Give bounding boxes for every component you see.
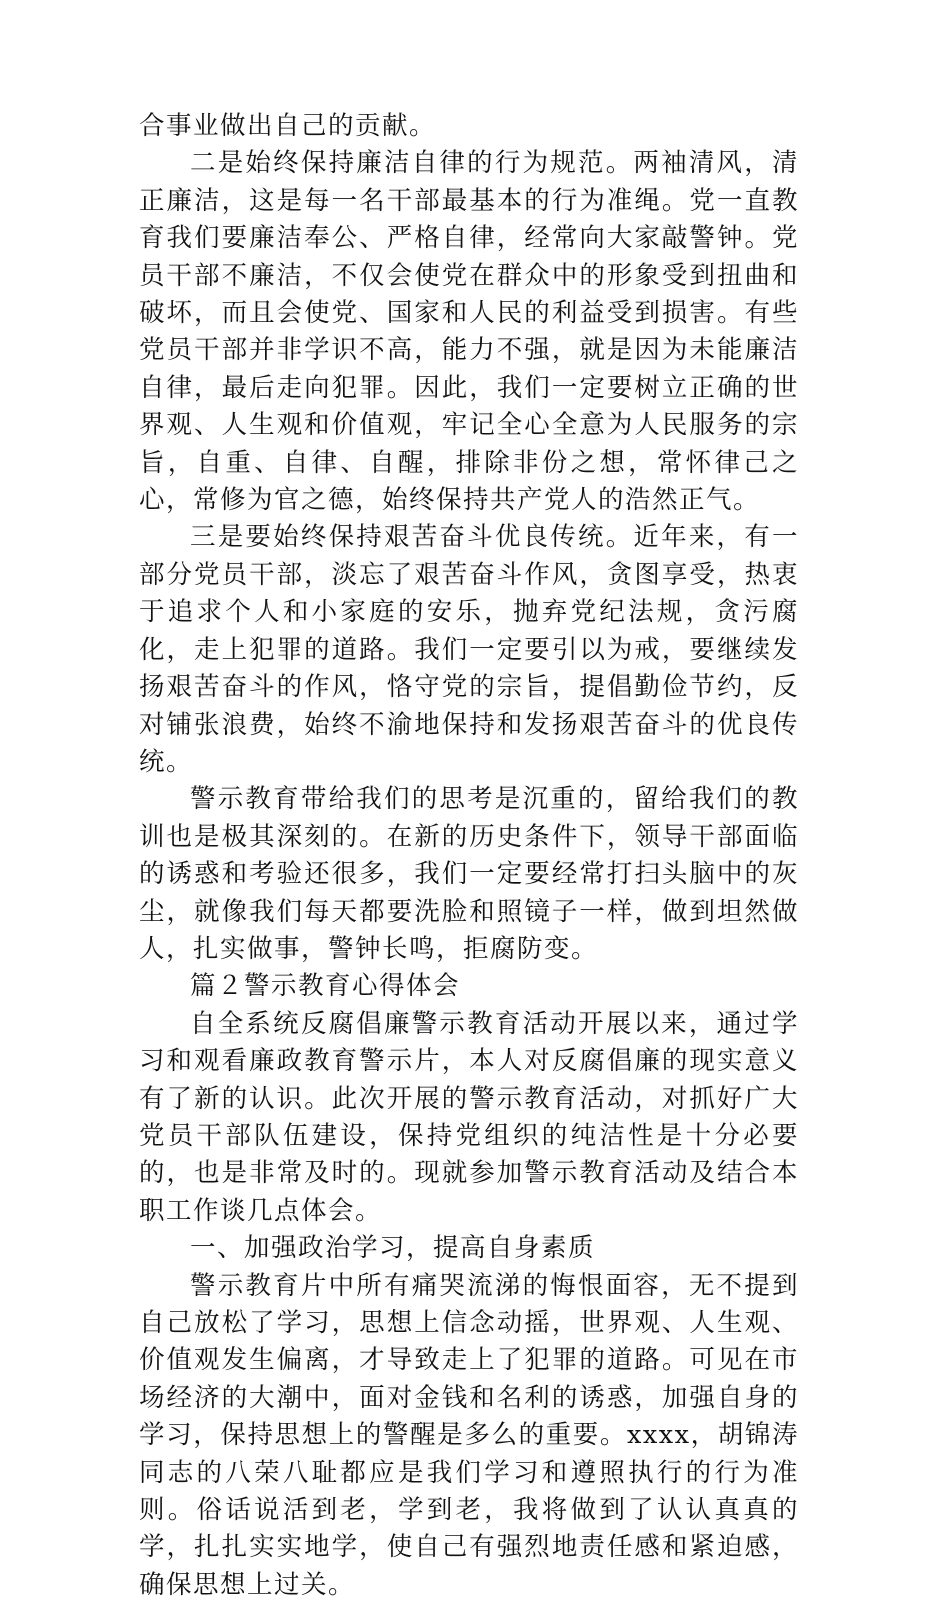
paragraph-continuation: 合事业做出自己的贡献。 [139,111,437,141]
subsection-title: 一、加强政治学习，提高自身素质 [190,1233,596,1264]
paragraph-study: 警示教育片中所有痛哭流涕的悔恨面容，无不提到自己放松了学习，思想上信念动摇，世界观、人生观、价值观发生偏离，才导致走上了犯罪的道路。可见在市场经济的大潮中，面对金钱和名利的诱惑，加强自身的学习，保持思想上的警醒是多么的重要。xxxx，胡锦涛同志的八荣八耻都应是我们学习和遵照执行的行为准则。俗话说活到老，学到老，我将做到了认认真真的学，扎扎实实地学，使自己有强烈地责任感和紧迫感，确保思想上过关。 [139,1270,799,1600]
paragraph-reflection: 警示教育带给我们的思考是沉重的，留给我们的教训也是极其深刻的。在新的历史条件下，领导干部面临的诱惑和考验还很多，我们一定要经常打扫头脑中的灰尘，就像我们每天都要洗脸和照镜子一样，做到坦然做人，扎实做事，警钟长鸣，拒腐防变。 [139,784,799,964]
paragraph-hard-work: 三是要始终保持艰苦奋斗优良传统。近年来，有一部分党员干部，淡忘了艰苦奋斗作风，贪图享受，热衷于追求个人和小家庭的安乐，抛弃党纪法规，贪污腐化，走上犯罪的道路。我们一定要引以为戒，要继续发扬艰苦奋斗的作风，恪守党的宗旨，提倡勤俭节约，反对铺张浪费，始终不渝地保持和发扬艰苦奋斗的优良传统。 [139,522,799,777]
paragraph-intro: 自全系统反腐倡廉警示教育活动开展以来，通过学习和观看廉政教育警示片，本人对反腐倡廉的现实意义有了新的认识。此次开展的警示教育活动，对抓好广大党员干部队伍建设，保持党组织的纯洁性是十分必要的，也是非常及时的。现就参加警示教育活动及结合本职工作谈几点体会。 [139,1008,799,1226]
document-body [139,108,799,1604]
paragraph-integrity: 二是始终保持廉洁自律的行为规范。两袖清风，清正廉洁，这是每一名干部最基本的行为准绳。党一直教育我们要廉洁奉公、严格自律，经常向大家敲警钟。党员干部不廉洁，不仅会使党在群众中的形象受到扭曲和破坏，而且会使党、国家和人民的利益受到损害。有些党员干部并非学识不高，能力不强，就是因为未能廉洁自律，最后走向犯罪。因此，我们一定要树立正确的世界观、人生观和价值观，牢记全心全意为人民服务的宗旨，自重、自律、自醒，排除非份之想，常怀律己之心，常修为官之德，始终保持共产党人的浩然正气。 [139,148,799,516]
section-title: 篇２警示教育心得体会 [190,971,461,1002]
